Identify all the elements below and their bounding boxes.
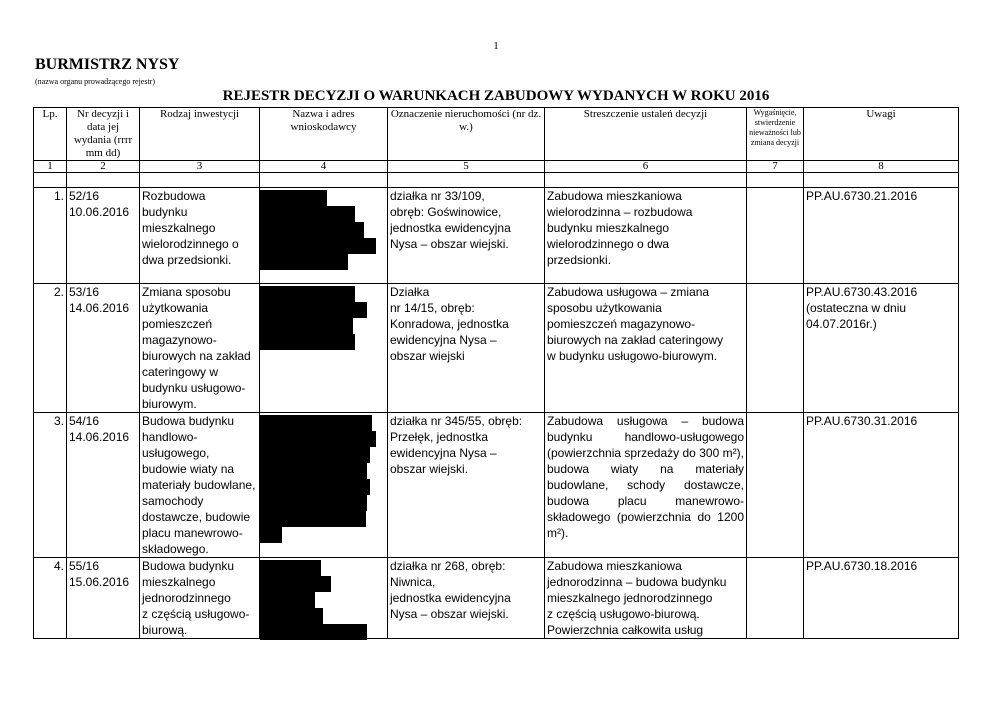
redaction-bar [260,286,355,302]
property-designation-cell-text: działka nr 268, obręb: Niwnica, jednostka ewidencyjna Nysa – obszar wiejski. [390,559,511,621]
decision-number-cell-text: 53/16 14.06.2016 [69,285,130,315]
property-designation-cell [388,284,545,413]
property-designation-cell-text: Działka nr 14/15, obręb: Konradowa, jednostka ewidencyjna Nysa – obszar wiejski [390,285,509,363]
header-rodzaj-inwestycji: Rodzaj inwestycji [140,108,260,161]
page-number: 1 [493,40,499,52]
redaction-bar [260,463,367,479]
investment-type-cell-text: Zmiana sposobu użytkowania pomieszczeń magazynowo- biurowych na zakład cateringowy w budynku usługowo- biurowym. [142,285,251,411]
decision-change-cell [747,413,804,558]
column-number-row [34,161,959,173]
remarks-cell-text: PP.AU.6730.31.2016 [806,414,918,428]
investment-type-cell-text: Budowa budynku handlowo- usługowego, budowie wiaty na materiały budowlane, samochody dostawcze, budowie placu manewrowo- składowego. [142,414,256,556]
decision-summary-cell [545,188,747,284]
lp-cell [34,188,67,284]
redaction-bar [260,608,323,624]
investment-type-cell [140,558,260,639]
remarks-cell [804,284,959,413]
table-row [34,413,959,558]
property-designation-cell-text: działka nr 345/55, obręb: Przełęk, jednostka ewidencyjna Nysa – obszar wiejski. [390,414,523,476]
table-row [34,188,959,284]
lp-cell [34,558,67,639]
column-number: 3 [140,161,260,173]
header-wygasniecie: Wygaśnięcie, stwierdzenie nieważności lub zmiana decyzji [747,108,804,161]
remarks-cell [804,188,959,284]
redaction-bar [260,447,370,463]
decision-number-cell [67,284,140,413]
remarks-cell-text: PP.AU.6730.43.2016 (ostateczna w dniu 04.07.2016r.) [806,285,918,331]
lp-cell [34,413,67,558]
column-number: 1 [34,161,67,173]
applicant-redacted-cell [260,413,388,558]
decision-number-cell-text: 55/16 15.06.2016 [69,559,130,589]
decision-summary-cell [545,558,747,639]
redaction-bar [260,576,331,592]
spacer-row [34,173,959,188]
investment-type-cell-text: Rozbudowa budynku mieszkalnego wielorodzinnego o dwa przedsionki. [142,189,239,267]
applicant-redacted-cell [260,558,388,639]
redaction-bar [260,206,355,222]
redaction-bar [260,479,370,495]
header-oznaczenie: Oznaczenie nieruchomości (nr dz. w.) [388,108,545,161]
column-number: 7 [747,161,804,173]
decision-summary-cell-text: Zabudowa mieszkaniowa jednorodzinna – budowa budynku mieszkalnego jednorodzinnego z częścią usługowo-biurową. Powierzchnia całkowita usług [547,559,727,637]
property-designation-cell-text: działka nr 33/109, obręb: Goświnowice, jednostka ewidencyjna Nysa – obszar wiejski. [390,189,511,251]
applicant-redacted-cell [260,188,388,284]
organ-name: BURMISTRZ NYSY [35,56,180,73]
decision-summary-cell-text: Zabudowa mieszkaniowa wielorodzinna – rozbudowa budynku mieszkalnego wielorodzinnego o dwa przedsionki. [547,189,693,267]
redaction-bar [260,222,364,238]
redaction-bar [260,415,372,431]
decision-number-cell-text: 54/16 14.06.2016 [69,414,130,444]
redaction-bar [260,592,315,608]
redaction-bar [260,238,376,254]
column-number: 5 [388,161,545,173]
applicant-redacted-cell [260,284,388,413]
header-row [34,108,959,161]
lp-cell-text: 2. [53,285,64,299]
register-title: REJESTR DECYZJI O WARUNKACH ZABUDOWY WYDANYCH W ROKU 2016 [222,88,770,104]
remarks-cell [804,413,959,558]
header-nr-decyzji: Nr decyzji i data jej wydania (rrrr mm dd) [67,108,140,161]
decision-number-cell [67,188,140,284]
decision-change-cell [747,284,804,413]
decision-number-cell [67,558,140,639]
investment-type-cell [140,413,260,558]
redaction-bar [260,431,376,447]
redaction-bar [260,190,327,206]
header-streszczenie: Streszczenie ustaleń decyzji [545,108,747,161]
redaction-bar [260,511,366,527]
redaction-bar [260,527,282,543]
column-number: 2 [67,161,140,173]
decision-change-cell [747,188,804,284]
register-rows [34,188,959,639]
remarks-cell [804,558,959,639]
redaction-bar [260,495,367,511]
register-table [33,107,959,639]
header-uwagi: Uwagi [804,108,959,161]
decision-summary-cell [545,413,747,558]
remarks-cell-text: PP.AU.6730.18.2016 [806,559,918,573]
redaction-bar [260,560,321,576]
lp-cell-text: 4. [53,559,64,573]
decision-number-cell-text: 52/16 10.06.2016 [69,189,130,219]
property-designation-cell [388,188,545,284]
table-row [34,284,959,413]
column-number: 8 [804,161,959,173]
organ-note: (nazwa organu prowadzącego rejestr) [35,77,156,86]
redaction-bar [260,318,353,334]
lp-cell-text: 3. [53,414,64,428]
decision-change-cell [747,558,804,639]
decision-summary-cell-text: Zabudowa usługowa – zmiana sposobu użytkowania pomieszczeń magazynowo- biurowych na zakład cateringowy w budynku usługowo-biurowym. [547,285,724,363]
redaction-bar [260,254,348,270]
decision-number-cell [67,413,140,558]
table-row [34,558,959,639]
column-number: 4 [260,161,388,173]
column-number: 6 [545,161,747,173]
remarks-cell-text: PP.AU.6730.21.2016 [806,189,918,203]
investment-type-cell [140,284,260,413]
redaction-bar [260,624,367,640]
investment-type-cell-text: Budowa budynku mieszkalnego jednorodzinnego z częścią usługowo- biurową. [142,559,250,637]
investment-type-cell [140,188,260,284]
property-designation-cell [388,413,545,558]
header-wnioskodawca: Nazwa i adres wnioskodawcy [260,108,388,161]
decision-summary-cell [545,284,747,413]
decision-summary-cell-text: Zabudowa usługowa – budowa budynku handlowo-usługowego (powierzchnia sprzedaży do 300 m²), budowa wiaty na materiały budowlane, schody dostawcze, budowa placu manewrowo-składowego (powierzchnia do 1200 m²). [547,414,744,540]
property-designation-cell [388,558,545,639]
lp-cell [34,284,67,413]
redaction-bar [260,302,367,318]
redaction-bar [260,334,355,350]
header-lp: Lp. [34,108,67,161]
lp-cell-text: 1. [53,189,64,203]
